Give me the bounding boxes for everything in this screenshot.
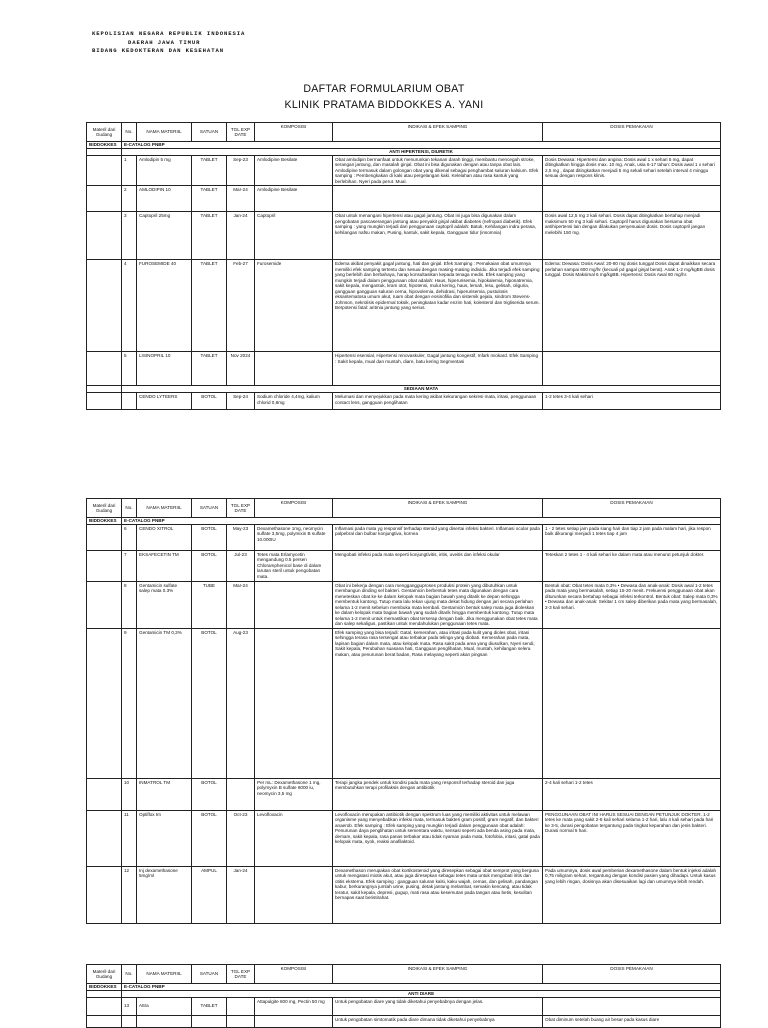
row-komposisi: Levofloxacin	[255, 810, 333, 866]
table-header-row	[87, 965, 721, 984]
row-dosis: 1 - 2 tetes setiap jam pada siang hari dan tiap 2 jam pada malam hari, jika respon baik dikurangi menjadi 1 tetes tiap 4 jam	[543, 524, 721, 550]
row-nama: EKSAFECETIN TM	[137, 550, 192, 581]
table-row	[87, 212, 721, 260]
row-tgl: Sep-23	[227, 155, 255, 186]
table-row	[87, 393, 721, 410]
row-no: 8	[122, 581, 137, 628]
row-komposisi: Captopril	[255, 212, 333, 260]
letterhead-line-3: BIDANG KEDOKTERAN DAN KESEHATAN	[92, 47, 224, 55]
col-dosis: DOSIS PEMAKAIAN	[543, 499, 721, 518]
row-satuan: BOTOL	[192, 628, 227, 778]
row-dosis: 2-4 kali sehari 1-2 tetes	[543, 778, 721, 810]
table-row	[87, 810, 721, 866]
table-row	[87, 550, 721, 581]
row-tgl: Feb-27	[227, 260, 255, 352]
row-nama: Amlodipin 5 mg	[137, 155, 192, 186]
row-nama: Captopril 25mg	[137, 212, 192, 260]
letterhead	[92, 30, 245, 56]
row-satuan: AMPUL	[192, 866, 227, 923]
col-dosis: DOSIS PEMAKAIAN	[543, 965, 721, 984]
row-tgl: Aug-23	[227, 628, 255, 778]
row-no	[122, 1015, 137, 1027]
row-indikasi: Hipertensi esensial, Hipertensi renovaskuler, Gagal jantung kongestif, Infark miokard. Efek Samping : Sakit kepala, mual dan muntah, diare, batu kering Segmentasi	[333, 352, 543, 386]
row-komposisi: Dexamethasone 1mg, neomycin sulfate 3,5mg, polymixin B sulfate 10.000IU	[255, 524, 333, 550]
col-materil: Materil dari Gudang	[87, 965, 122, 984]
section-heading-row	[87, 386, 721, 393]
row-satuan	[192, 1015, 227, 1027]
row-indikasi: Mengobati infeksi pada mata seperti konjungtivitis, iritis, uveitis dan infeksi okular	[333, 550, 543, 581]
row-indikasi: Obat untuk menangani hipertensi atau gagal jantung. Obat ini juga bisa digunakan dalam pengobatan pascaserangan jantung atau penyakit ginjal akibat diabetes (nefropati diabetik). Efek samping : yang mungkin terjadi dari penggunaan captopril adalah: Batuk, Kehilangan indra perasa, kehilangan nafsu makan, Pusing, kantuk, sakit kepala, Gangguan tidur (insomnia)	[333, 212, 543, 260]
row-nama: LISINOPRIL 10	[137, 352, 192, 386]
catalog-label: E-CATALOG PNBP	[122, 142, 721, 149]
row-satuan: BOTOL	[192, 550, 227, 581]
row-indikasi: Dexamethason merupakan obat kortikosteroid yang diresepkan sebagai obat semprot yang berguna untuk mengatasi miotis akut, atau juga diresepkan sebagai tetes mata untuk mengobati iritis dan otitis eksterna. Efek samping : gangguan saluran kalsi, kaku wajah, cemas, dan gelisah, pandangan kabur, berkurangnya jumlah urine, pusing, detak jantung melambat, semakin kencang, atau tidak teratur, sakit kepala, depresi, gugup, mati rasa atau kesemutan pada tangan atau betis, kesulitan bernapas saat beristirahat.	[333, 866, 543, 923]
row-tgl: Jan-24	[227, 866, 255, 923]
col-indikasi: INDIKASI & EFEK SAMPING	[333, 965, 543, 984]
document-title: DAFTAR FORMULARIUM OBAT	[303, 83, 465, 95]
row-tgl: Nov 2024	[227, 352, 255, 386]
col-satuan: SATUAN	[192, 499, 227, 518]
col-tgl: TGL EXP DATE	[227, 499, 255, 518]
row-no: 2	[122, 186, 137, 212]
table-row	[87, 186, 721, 212]
row-dosis: 1-2 tetes 3-4 kali sehari	[543, 393, 721, 410]
row-dosis	[543, 997, 721, 1015]
row-dosis: Dosis Dewasa: Hipertensi dan angina: Dosis awal 1 x sehari 5 mg, dapat ditingkatkan hingga dosis max. 10 mg. Anak, usia 6-17 tahun: Dosis awal 1 x sehari 2,5 mg , dapat ditingkatkan menjadi 5 mg sekali sehari setelah interval 4 minggu sesuai dengan respons klinis.	[543, 155, 721, 186]
source-label: BIDDOKKES	[87, 984, 122, 991]
source-label: BIDDOKKES	[87, 142, 122, 149]
row-nama: AMLODIPIN 10	[137, 186, 192, 212]
col-materil: Materil dari Gudang	[87, 499, 122, 518]
row-no: 5	[122, 352, 137, 386]
row-no: 10	[122, 778, 137, 810]
row-no: 11	[122, 810, 137, 866]
row-no: 4	[122, 260, 137, 352]
table-header-row	[87, 123, 721, 142]
row-dosis: PENGGUNAAN OBAT INI HARUS SESUAI DENGAN PETUNJUK DOKTER. 1-2 tetes ke mata yang sakit 2-8 kali sehari selama 1-2 hari, lalu 4 kali sehari pada hari ke 3-5, durasi pengobatan tergantung pada tingkat keparahan dan jenis bakteri. Durasi normal 5 hari.	[543, 810, 721, 866]
row-satuan: TABLET	[192, 155, 227, 186]
table-row	[87, 997, 721, 1015]
row-komposisi: Attapulgite 600 mg, Pectin 50 mg	[255, 997, 333, 1015]
row-no: 13	[122, 997, 137, 1015]
row-dosis: Dosis awal 12,5 mg 2 kali sehari. Dosis dapat ditingkatkan bertahap menjadi maksimum 50 mg 3 kali sehari. Captopril harus digunakan bersama obat antihipertensi lain dengan dilakukan penyesuaian dosis. Dosis captopril jangan melebihi 150 mg.	[543, 212, 721, 260]
row-nama: FUROSEMIDE 40	[137, 260, 192, 352]
table-row	[87, 778, 721, 810]
col-nama: NAMA MATERIIL	[137, 499, 192, 518]
col-no: No.	[122, 499, 137, 518]
row-tgl: Sep-24	[227, 393, 255, 410]
row-dosis: Teteskan 2 tetes 1 - 4 kali sehari ke dalam mata atau menurut petunjuk dokter.	[543, 550, 721, 581]
row-indikasi: Efek samping yang bisa terjadi: Gatal, kemerahan, atau iritasi pada kulit yang dioles obat, iritasi sehingga terasa rasa tersengat atau terbakar pada telinga yang diobati. Kemerahan pada mata, lapisan bagian dalam mata, atau kelopak mata. Rasa sakit pada area yang diusulkan, Nyeri sendi, Sakit kepala, Perubahan suasana hati, Gangguan penglihatan, Mual, muntah, kehilangan selera makan, atau penurunan berat badan, Rasa melayang seperti akan pingsan	[333, 628, 543, 778]
row-komposisi: Tetes mata Erlamycetin mengandung 0.5 persen Chloramphenicol base di dalam larutan steril untuk pengobatan mata.	[255, 550, 333, 581]
row-nama: CENDO LYTEERS	[137, 393, 192, 410]
row-no: 6	[122, 524, 137, 550]
col-tgl: TGL EXP DATE	[227, 965, 255, 984]
table-row	[87, 628, 721, 778]
row-indikasi: Levofloxacin merupakan antibiotik dengan spektrum luas yang memiliki aktivitas untuk melawan organisme yang menyebabkan infeksi mata, termasuk bakteri gram positif, gram negatif, dan bakteri anaerob. Efek samping : Efek samping yang mungkin terjadi dalam penggunaan obat adalah: Penurunan daya penglihatan untuk sementara waktu, sensasi seperti ada benda asing pada mata, demam, sakit kepala, rasa panas terbakar atau tidak nyaman pada mata, fotofobia, iritasi, gatal pada kelopak mata, syok, reaksi anafilaktoid.	[333, 810, 543, 866]
col-nama: NAMA MATERIIL	[137, 123, 192, 142]
row-nama	[137, 1015, 192, 1027]
table-row	[87, 866, 721, 923]
row-indikasi: Edema akibat penyakit gagal jantung, hati dan ginjal. Efek Samping : Pemakaian obat umumnya memiliki efek samping tertentu dan sesuai dengan masing-masing individu. Jika terjadi efek samping yang berlebih dan berbahaya, harap konsultasikan kepada tenaga medis. Efek samping yang mungkin terjadi dalam penggunaan obat adalah: Haus, hiperurisemia, hipokalemia, hiponatremia, sakit kepala, mengantuk, kram otot, hipotensi, mulut kering, haus, lemah, lesu, gelisah, oliguria, gangguan gangguan saluran cerna, hipovolemia, dehidrasi, hiperurisemia, pustulosis eksantematosa umum akut, ruam obat dengan eosinofilia dan sistemik gejala, sindrom Stevens-Johnson, nekrolisis epidermal toksik, peningkatan kadar enzim hati, kolesterol dan trigliserida serum. Berpotensi fatal: aritmia jantung yang serius.	[333, 260, 543, 352]
row-dosis: Obat diminum setelah buang air besar pada kasus diare	[543, 1015, 721, 1027]
row-dosis: Pada umumnya, dosis awal pemberian dexamethasone dalam bentuk injeksi adalah 0,75 miligram sehari, tergantung dengan kondisi pasien yang dihadapi. Untuk kasus yang lebih ringan, dosisnya akan disesuaikan lagi dan umumnya lebih rendah.	[543, 866, 721, 923]
formulary-table-1	[86, 122, 721, 410]
row-satuan: TABLET	[192, 212, 227, 260]
formulary-table-3	[86, 964, 721, 1028]
table-row	[87, 1015, 721, 1027]
row-indikasi: Untuk pengobatan simtomatik pada diare dimana tidak diketahui penyebabnya	[333, 1015, 543, 1027]
row-nama: Attra	[137, 997, 192, 1015]
col-komposisi: KOMPOSISI	[255, 499, 333, 518]
row-satuan: TABLET	[192, 352, 227, 386]
row-nama: Gentamicin sulfate salep mata 0.3%	[137, 581, 192, 628]
letterhead-line-1: KEPOLISIAN NEGARA REPUBLIK INDONESIA	[92, 30, 246, 37]
table-row	[87, 352, 721, 386]
row-satuan: BOTOL	[192, 810, 227, 866]
row-komposisi: Furosemide	[255, 260, 333, 352]
col-indikasi: INDIKASI & EFEK SAMPING	[333, 499, 543, 518]
col-komposisi: KOMPOSISI	[255, 965, 333, 984]
row-dosis	[543, 352, 721, 386]
row-no: 9	[122, 628, 137, 778]
row-nama: CENDO XITROL	[137, 524, 192, 550]
section-heading-row	[87, 148, 721, 155]
row-komposisi	[255, 1015, 333, 1027]
row-dosis	[543, 186, 721, 212]
row-satuan: BOTOL	[192, 524, 227, 550]
row-tgl	[227, 778, 255, 810]
table-header-row	[87, 499, 721, 518]
row-indikasi: Untuk pengobatan diare yang tidak diketahui penyebabnya dengan jelas.	[333, 997, 543, 1015]
row-tgl: Oct-23	[227, 810, 255, 866]
table-row	[87, 260, 721, 352]
row-no: 7	[122, 550, 137, 581]
col-dosis: DOSIS PEMAKAIAN	[543, 123, 721, 142]
row-no: 1	[122, 155, 137, 186]
row-indikasi: Inflamasi pada mata yg responsif terhadap steroid yang disertai infeksi bakteri. Inflamasi ocular pada palpebral dan bulbar konjungtiva, kornea	[333, 524, 543, 550]
table-row	[87, 524, 721, 550]
letterhead-line-2: DAERAH JAWA TIMUR	[128, 38, 201, 46]
row-satuan: BOTOL	[192, 393, 227, 410]
row-indikasi	[333, 186, 543, 212]
row-satuan: TUBE	[192, 581, 227, 628]
row-nama: Inj dexamethasone 5mg/ml	[137, 866, 192, 923]
row-dosis: Bentuk obat: Obat tetes mata 0,3% • Dewasa dan anak-anak: Dosis awal 1-2 tetes pada mata yang bermasalah, setiap 15-20 menit. Frekuensi penggunaan obat akan diturunkan secara bertahap sebagai infeksi terkontrol. Bentuk obat: Salep mata 0,3% • Dewasa dan anak-anak: Sekitar 1 cm salep diberikan pada mata yang bermasalah, 2-3 kali sehari.	[543, 581, 721, 628]
row-komposisi	[255, 352, 333, 386]
row-no: 12	[122, 866, 137, 923]
col-satuan: SATUAN	[192, 123, 227, 142]
col-materil: Materil dari Gudang	[87, 123, 122, 142]
catalog-label: E-CATALOG PNBP	[122, 518, 721, 525]
row-komposisi	[255, 581, 333, 628]
section-heading: ANTI DIARE	[122, 990, 721, 997]
table-row	[87, 155, 721, 186]
row-no	[122, 393, 137, 410]
row-tgl: Jul-23	[227, 550, 255, 581]
col-satuan: SATUAN	[192, 965, 227, 984]
row-satuan: BOTOL	[192, 778, 227, 810]
col-nama: NAMA MATERIIL	[137, 965, 192, 984]
row-satuan: TABLET	[192, 260, 227, 352]
section-heading: SEDIAAN MATA	[122, 386, 721, 393]
row-dosis: Edema: Dewasa: Dosis Awal: 20-80 mg dosis tunggal Dosis dapat dinaikkan secara perlahan sampai 600 mg/hr (kecuali pd gagal ginjal berat). Anak 1-2 mg/kgBB dosis tunggal. Dosis Maksimal 6 mg/kgBB. Hipertensi: Dosis Awal 80 mg/hr.	[543, 260, 721, 352]
row-komposisi: Per mL: Dexamethasone 1 mg, polymyxin B sulfate 6000 iu, neomycin 3,5 mg	[255, 778, 333, 810]
row-nama: Optiflox tm	[137, 810, 192, 866]
row-nama: INMATROL TM	[137, 778, 192, 810]
row-tgl: Jan-24	[227, 212, 255, 260]
row-komposisi: Amlodipine Besilate	[255, 186, 333, 212]
document-subtitle: KLINIK PRATAMA BIDDOKKES A. YANI	[284, 99, 484, 111]
row-tgl: Mar-24	[227, 186, 255, 212]
row-komposisi	[255, 628, 333, 778]
row-tgl: Mar-24	[227, 581, 255, 628]
table-row	[87, 581, 721, 628]
section-heading-row	[87, 990, 721, 997]
row-tgl	[227, 997, 255, 1015]
row-tgl: May-23	[227, 524, 255, 550]
row-satuan: TABLET	[192, 997, 227, 1015]
row-komposisi: Sodium chloride 4,4mg, kalium chlorid 0,8mg	[255, 393, 333, 410]
row-satuan: TABLET	[192, 186, 227, 212]
col-no: No.	[122, 965, 137, 984]
col-indikasi: INDIKASI & EFEK SAMPING	[333, 123, 543, 142]
row-no: 3	[122, 212, 137, 260]
catalog-label: E-CATALOG PNBP	[122, 984, 721, 991]
section-heading: ANTI HIPERTENSI, DIURETIK	[122, 148, 721, 155]
col-komposisi: KOMPOSISI	[255, 123, 333, 142]
row-nama: Gentamicin TM 0,3%	[137, 628, 192, 778]
source-label: BIDDOKKES	[87, 518, 122, 525]
row-tgl	[227, 1015, 255, 1027]
col-no: No.	[122, 123, 137, 142]
row-indikasi: Obat amlodipin bermanfaat untuk menurunkan tekanan darah tinggi, membantu mencegah stroke, serangan jantung, dan masalah ginjal. Obat ini bisa digunakan dengan atau tanpa obat lain. Amlodipine termasuk dalam golongan obat yang dikenal sebagai penghambat saluran kalsium. Efek samping : Pembengkakan di kaki atau pergelangan kaki. Kelelahan atau rasa kantuk yang berlebihan. Nyeri pada perut. Mual.	[333, 155, 543, 186]
row-dosis	[543, 628, 721, 778]
row-indikasi: Terapi jangka pendek untuk kondisi pada mata yang responsif terhadap steroid dan juga membutuhkan terapi profilaksis dengan antibiotik	[333, 778, 543, 810]
row-komposisi	[255, 866, 333, 923]
formulary-table-2	[86, 498, 721, 924]
row-komposisi: Amlodipine Besilate	[255, 155, 333, 186]
row-indikasi: Melumasi dan menyejukkan pada mata kering akibat kekurangan sekresi mata, iritasi, penggunaan contact lens, gangguan penglihatan	[333, 393, 543, 410]
row-indikasi: Obat ini bekerja dengan cara menggangguproses produksi protein yang dibutuhkan untuk membangun dinding sel bakteri. Gentamicin berbentuk tetes mata digunakan dengan cara meneteskan obat ke ke dalam kelopak mata bagian bawah yang ditarik ke depan sehingga membentuk kantong. Tutup mata lalu tekan ujung mata dekat hidung dengan jari secara perlahan selama 1-2 menit sebelum membuka mata kembali. Gentamicin bentuk salep mata juga dioleskan ke dalam kelopak mata bagian bawah yang sudah ditarik hingga membentuk kantong. Tutup mata selama 1-2 menit untuk memastikan obat terserap dengan baik. Jika menggunakan obat tetes mata dan salep sekaligus, pastikan untuk mendahulukan penggunaan tetes mata.	[333, 581, 543, 628]
col-tgl: TGL EXP DATE	[227, 123, 255, 142]
